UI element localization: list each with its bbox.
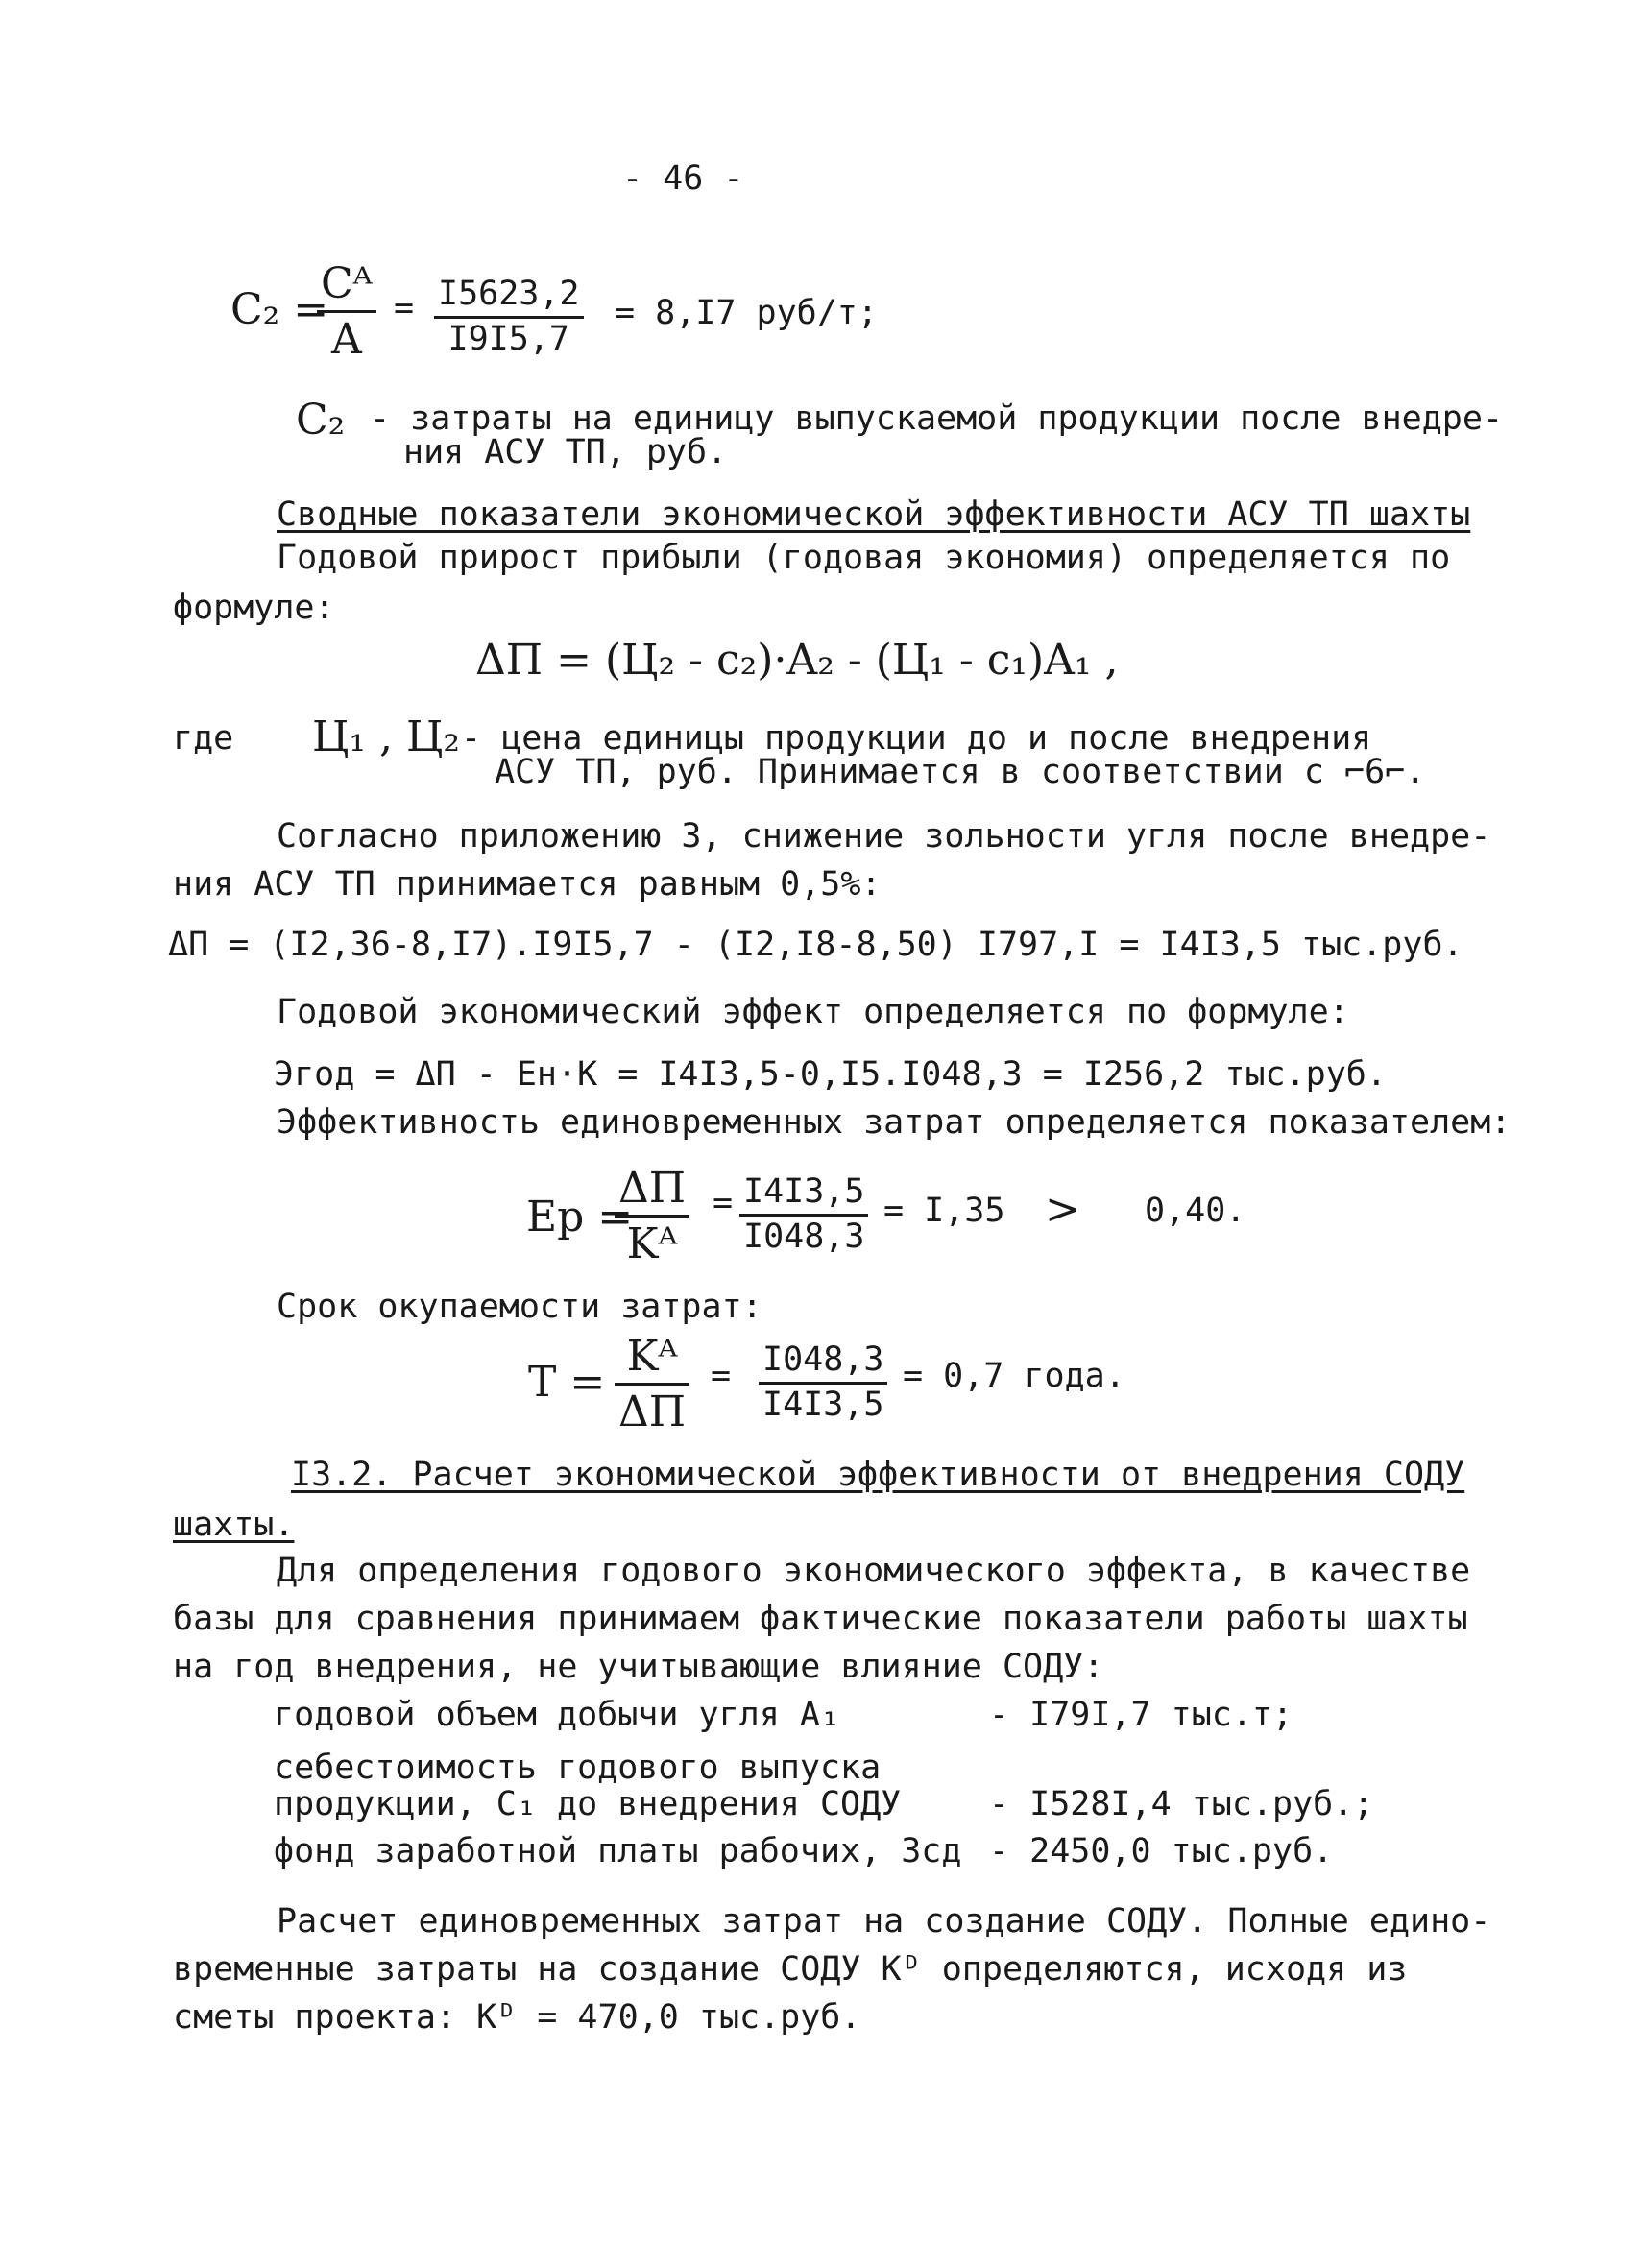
c2-def-line2: ния АСУ ТП, руб. — [403, 433, 728, 471]
eq-c2-sym-num: Cᴬ — [317, 257, 376, 313]
eq-ep-num: I4I3,5 — [739, 1171, 868, 1217]
para7-line3: сметы проекта: Kᴰ = 470,0 тыс.руб. — [173, 1998, 861, 2037]
eq-c2-equals: = — [394, 289, 415, 327]
calc-profit-increase: ΔП = (I2,36-8,I7).I9I5,7 - (I2,I8-8,50) I797,I = I4I3,5 тыс.руб. — [168, 926, 1463, 964]
eq-t-sym-den: ΔП — [618, 1387, 687, 1436]
para6-line3: на год внедрения, не учитывающие влияние СОДУ: — [173, 1648, 1104, 1686]
eq-ep-den: I048,3 — [743, 1217, 865, 1256]
para2-line1: Согласно приложению 3, снижение зольности угля после внедре- — [277, 817, 1491, 856]
eq-c2-symbolic-fraction — [317, 257, 376, 366]
indicator-label: продукции, C₁ до внедрения СОДУ — [274, 1785, 902, 1823]
para6-line1: Для определения годового экономического эффекта, в качестве — [277, 1552, 1471, 1590]
eq-c2-den: I9I5,7 — [447, 319, 569, 358]
para1-line1: Годовой прирост прибыли (годовая экономия) определяется по — [277, 539, 1451, 577]
eq-t-num: I048,3 — [759, 1339, 887, 1385]
para1-line2: формуле: — [173, 589, 335, 627]
para3: Годовой экономический эффект определяется по формуле: — [277, 993, 1349, 1031]
eq-t-sym-num: Kᴬ — [615, 1330, 689, 1386]
heading-summary-indicators: Сводные показатели экономической эффективности АСУ ТП шахты — [277, 495, 1471, 534]
eq-ep-sym-den: Kᴬ — [626, 1219, 678, 1268]
where-line1: - цена единицы продукции до и после внедрения — [461, 719, 1372, 758]
calc-annual-effect: Эгод = ΔП - Eн·К = I4I3,5-0,I5.I048,3 = I256,2 тыс.руб. — [274, 1055, 1387, 1094]
indicator-value: - 2450,0 тыс.руб. — [989, 1832, 1334, 1870]
eq-ep-lhs: Eр = — [526, 1193, 634, 1242]
eq-ep-compare: > — [1045, 1185, 1080, 1234]
eq-c2-num: I5623,2 — [434, 274, 584, 319]
eq-t-den: I4I3,5 — [762, 1385, 884, 1424]
page-number: - 46 - — [622, 159, 744, 198]
indicator-value: - I79I,7 тыс.т; — [989, 1696, 1293, 1734]
eq-t-symbolic-fraction — [615, 1330, 689, 1438]
eq-ep-norm: 0,40. — [1145, 1192, 1246, 1230]
eq-ep-result: = I,35 — [883, 1192, 1005, 1230]
eq-c2-sym-den: A — [330, 315, 362, 364]
eq-c2-lhs: C₂ = — [230, 285, 329, 334]
where-line2: АСУ ТП, руб. Принимается в соответствии с ⌐6⌐. — [495, 753, 1426, 791]
formula-profit-increase: ΔП = (Ц₂ - с₂)·A₂ - (Ц₁ - с₁)A₁ , — [475, 636, 1119, 685]
indicator-label: фонд заработной платы рабочих, Зсд — [274, 1832, 962, 1870]
c2-def-symbol: C₂ — [296, 396, 346, 445]
eq-t-result: = 0,7 года. — [903, 1357, 1125, 1395]
heading-section-13-2: I3.2. Расчет экономической эффективности от внедрения СОДУ — [291, 1456, 1465, 1494]
eq-ep-equals: = — [713, 1184, 734, 1222]
indicator-label: себестоимость годового выпуска — [274, 1749, 882, 1787]
para2-line2: ния АСУ ТП принимается равным 0,5%: — [173, 865, 882, 904]
c2-def-line1: - затраты на единицу выпускаемой продукции после внедре- — [370, 399, 1504, 438]
eq-t-numeric-fraction — [759, 1339, 887, 1427]
eq-t-lhs: T = — [528, 1358, 606, 1407]
para5: Срок окупаемости затрат: — [277, 1288, 762, 1326]
eq-c2-numeric-fraction — [434, 274, 584, 361]
eq-ep-symbolic-fraction — [615, 1162, 689, 1270]
where-word: где — [173, 719, 234, 758]
eq-c2-result: = 8,I7 руб/т; — [615, 294, 878, 332]
eq-t-equals: = — [711, 1357, 732, 1395]
indicator-value: - I528I,4 тыс.руб.; — [989, 1785, 1374, 1823]
indicator-label: годовой объем добычи угля A₁ — [274, 1696, 841, 1734]
where-symbols: Ц₁ , Ц₂ — [312, 712, 460, 761]
para6-line2: базы для сравнения принимаем фактические показатели работы шахты — [173, 1600, 1468, 1638]
para7-line2: временные затраты на создание СОДУ Kᴰ определяются, исходя из — [173, 1950, 1408, 1989]
eq-ep-sym-num: ΔП — [615, 1162, 689, 1218]
para4: Эффективность единовременных затрат определяется показателем: — [277, 1103, 1511, 1142]
heading-section-13-2-cont: шахты. — [173, 1506, 295, 1544]
para7-line1: Расчет единовременных затрат на создание СОДУ. Полные едино- — [277, 1902, 1491, 1941]
eq-ep-numeric-fraction — [739, 1171, 868, 1259]
